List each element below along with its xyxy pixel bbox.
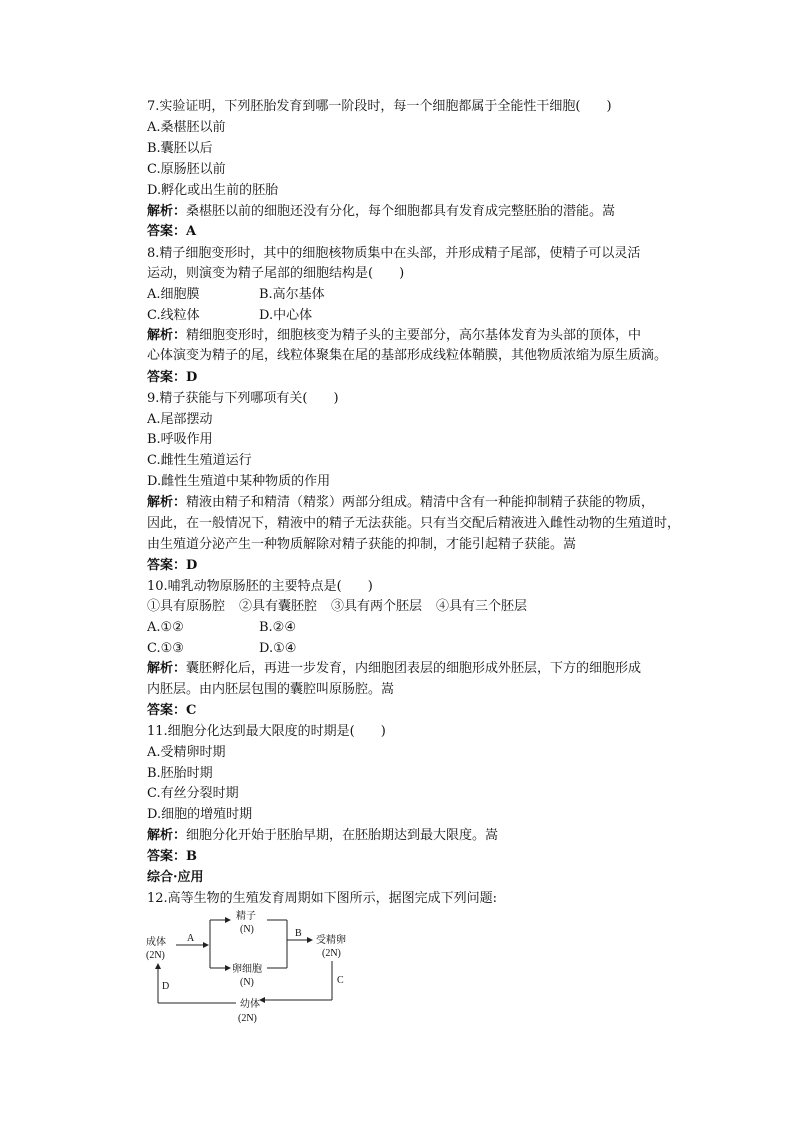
analysis-text: 由生殖道分泌产生一种物质解除对精子获能的抑制，才能引起精子获能。 [147, 537, 564, 552]
q9-stem: 9.精子获能与下列哪项有关( ) [147, 391, 339, 406]
q10-analysis-line2 [147, 680, 394, 699]
q11-option-c: C.有丝分裂时期 [147, 786, 239, 801]
label-c: C [337, 975, 344, 986]
q7-analysis [147, 202, 615, 221]
egg-ploidy: (N) [240, 977, 254, 988]
answer-label: 答案： [147, 849, 187, 864]
label-b: B [295, 928, 302, 939]
answer-label: 答案： [147, 224, 187, 239]
juvenile-label: 幼体 [240, 999, 260, 1010]
analysis-label: 解析： [147, 661, 187, 676]
analysis-text: 精细胞变形时，细胞核变为精子头的主要部分，高尔基体发育为头部的顶体，中 [186, 328, 642, 343]
q10-answer [147, 701, 196, 720]
q7-option-a: A.桑椹胚以前 [147, 120, 226, 135]
answer-label: 答案： [147, 703, 187, 718]
q9-analysis-line2: 因此，在一般情况下，精液中的精子无法获能。只有当交配后精液进入雌性动物的生殖道时， [147, 516, 681, 531]
q10-item-3: ③具有两个胚层 [331, 599, 423, 614]
answer-label: 答案： [147, 370, 187, 385]
analysis-label: 解析： [147, 328, 187, 343]
q8-analysis-line2: 心体演变为精子的尾，线粒体聚集在尾的基部形成线粒体鞘膜，其他物质浓缩为原生质滴。 [147, 348, 668, 363]
answer-value: D [186, 558, 198, 573]
analysis-text: 精液由精子和精清（精浆）两部分组成。精清中含有一种能抑制精子获能的物质， [186, 495, 655, 510]
q11-answer [147, 847, 197, 866]
reproduction-cycle-diagram [140, 905, 370, 1030]
q9-answer [147, 556, 197, 575]
q12-stem: 12.高等生物的生殖发育周期如下图所示，据图完成下列问题: [147, 891, 498, 906]
sperm-ploidy: (N) [240, 924, 254, 935]
analysis-text: 囊胚孵化后，再进一步发育，内细胞团表层的细胞形成外胚层，下方的细胞形成 [186, 661, 642, 676]
q10-option-b: B.②④ [259, 620, 296, 635]
q9-option-d: D.雌性生殖道中某种物质的作用 [147, 474, 331, 489]
watermark-mark: 嵩 [381, 682, 395, 697]
watermark-mark: 嵩 [563, 537, 577, 552]
q9-option-a: A.尾部摆动 [147, 412, 213, 427]
q8-option-c: C.线粒体 [147, 308, 200, 323]
q8-stem-line2: 运动，则演变为精子尾部的细胞结构是( ) [147, 266, 405, 281]
analysis-text: 桑椹胚以前的细胞还没有分化，每个细胞都具有发育成完整胚胎的潜能。 [186, 204, 603, 219]
q10-item-4: ④具有三个胚层 [436, 599, 528, 614]
q8-analysis-line1 [147, 326, 641, 345]
zygote-label: 受精卵 [316, 935, 346, 946]
answer-value: D [186, 370, 198, 385]
q9-option-b: B.呼吸作用 [147, 432, 213, 447]
q8-option-a: A.细胞膜 [147, 287, 200, 302]
answer-label: 答案： [147, 558, 187, 573]
juvenile-ploidy: (2N) [238, 1013, 257, 1024]
q10-analysis-line1 [147, 659, 641, 678]
q8-answer [147, 368, 197, 387]
q9-option-c: C.雌性生殖道运行 [147, 453, 252, 468]
q11-option-a: A.受精卵时期 [147, 745, 226, 760]
adult-label: 成体 [146, 937, 166, 948]
q7-option-b: B.囊胚以后 [147, 141, 213, 156]
q11-stem: 11.细胞分化达到最大限度的时期是( ) [147, 724, 386, 739]
analysis-text: 内胚层。由内胚层包围的囊腔叫原肠腔。 [147, 682, 382, 697]
label-a: A [187, 933, 195, 944]
q9-analysis-line1 [147, 493, 654, 512]
q10-items [147, 597, 527, 616]
q11-option-d: D.细胞的增殖时期 [147, 807, 253, 822]
analysis-label: 解析： [147, 204, 187, 219]
watermark-mark: 嵩 [602, 204, 616, 219]
analysis-label: 解析： [147, 828, 187, 843]
q10-stem: 10.哺乳动物原肠胚的主要特点是( ) [147, 579, 373, 594]
section-title: 综合·应用 [147, 870, 204, 885]
q7-answer [147, 222, 196, 241]
zygote-ploidy: (2N) [322, 948, 341, 959]
q11-analysis [147, 826, 498, 845]
q10-item-1: ①具有原肠腔 [147, 599, 226, 614]
label-d: D [162, 981, 170, 992]
adult-ploidy: (2N) [146, 950, 165, 961]
sperm-label: 精子 [236, 911, 256, 922]
answer-value: A [186, 224, 197, 239]
q8-stem-line1: 8.精子细胞变形时，其中的细胞核物质集中在头部，并形成精子尾部，使精子可以灵活 [147, 246, 641, 261]
egg-label: 卵细胞 [232, 964, 262, 975]
q8-option-b: B.高尔基体 [259, 287, 325, 302]
answer-value: C [186, 703, 197, 718]
q10-option-a: A.①② [147, 620, 184, 635]
q7-option-c: C.原肠胚以前 [147, 162, 226, 177]
q10-item-2: ②具有囊胚腔 [239, 599, 318, 614]
analysis-text: 细胞分化开始于胚胎早期，在胚胎期达到最大限度。 [186, 828, 486, 843]
q11-option-b: B.胚胎时期 [147, 766, 213, 781]
q10-option-d: D.①④ [259, 641, 297, 656]
q9-analysis-line3 [147, 535, 576, 554]
watermark-mark: 嵩 [485, 828, 499, 843]
q7-option-d: D.孵化或出生前的胚胎 [147, 183, 279, 198]
q10-option-c: C.①③ [147, 641, 184, 656]
analysis-label: 解析： [147, 495, 187, 510]
q7-stem: 7.实验证明，下列胚胎发育到哪一阶段时，每一个细胞都属于全能性干细胞( ) [147, 99, 612, 114]
q8-option-d: D.中心体 [259, 308, 313, 323]
answer-value: B [186, 849, 198, 864]
